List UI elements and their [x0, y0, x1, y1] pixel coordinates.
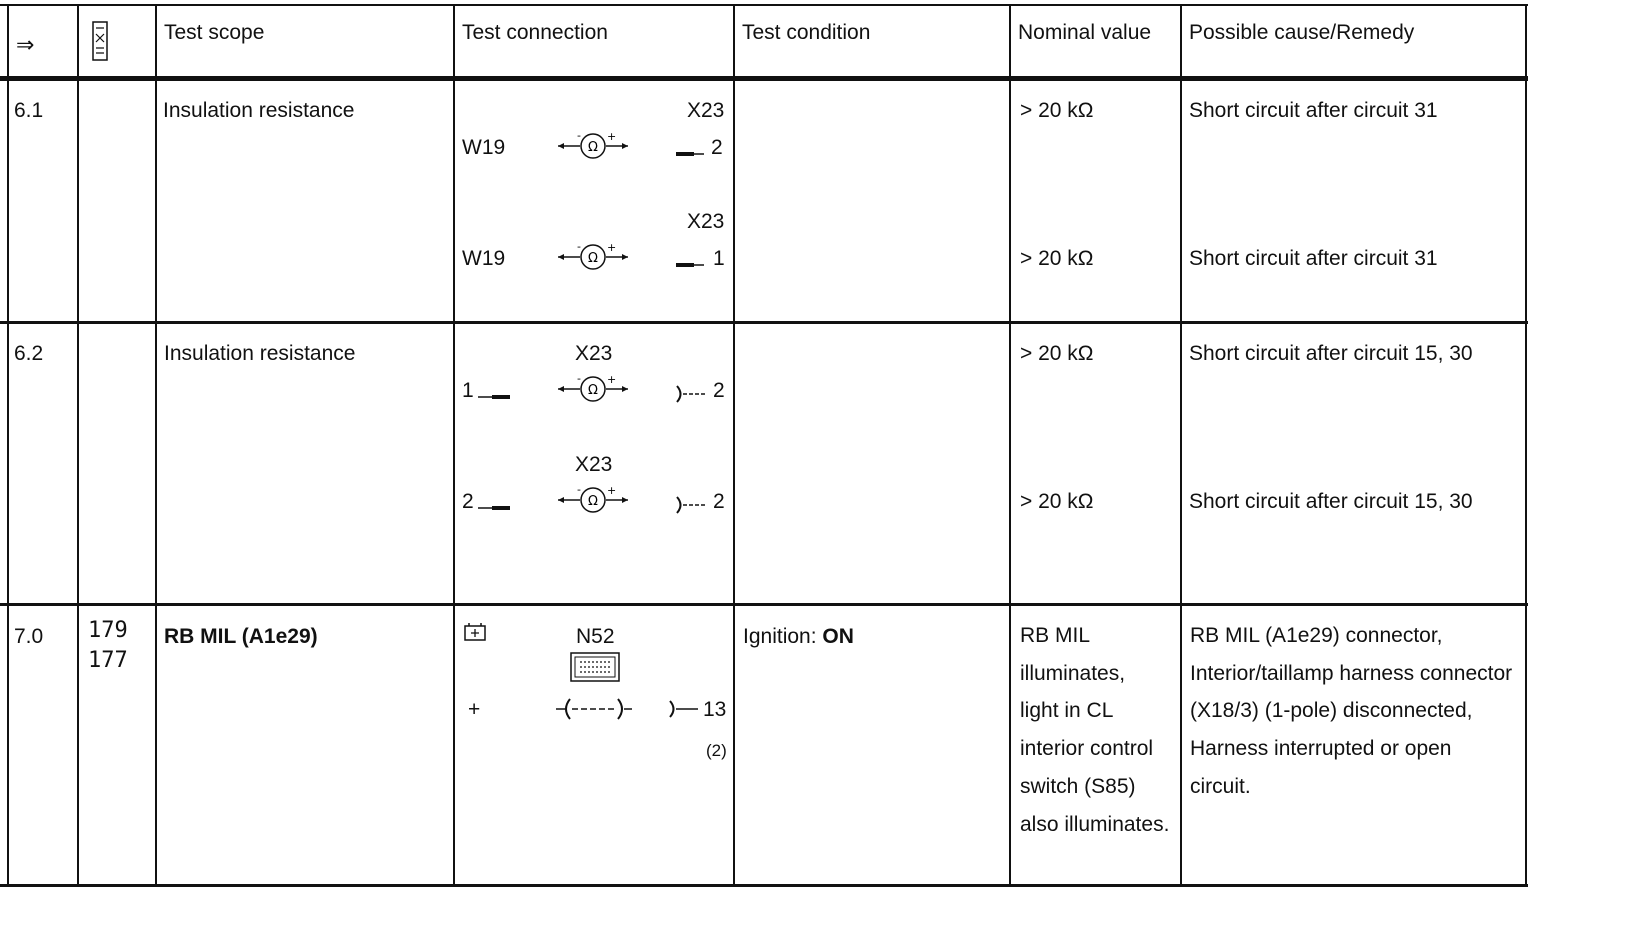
nominal-line: illuminates, [1020, 661, 1126, 685]
nominal-6-2-a: > 20 kΩ [1020, 342, 1094, 365]
header-possible-cause: Possible cause/Remedy [1189, 21, 1415, 44]
col-border-0 [7, 4, 9, 887]
cause-7-0 [1190, 617, 1512, 806]
svg-text:Ω: Ω [588, 140, 598, 155]
cause-line: RB MIL (A1e29) connector, [1190, 624, 1443, 647]
cause-line: circuit. [1190, 774, 1251, 798]
left-label: + [468, 698, 481, 721]
header-test-connection: Test connection [462, 21, 608, 44]
pin-bar-icon [478, 389, 512, 407]
tester-icon [90, 20, 110, 67]
connector-label: X23 [687, 99, 725, 122]
nominal-line: RB MIL [1020, 624, 1091, 647]
pin-bar-icon [676, 146, 706, 164]
connector-label: X23 [575, 453, 613, 476]
ohmmeter-icon [556, 374, 630, 409]
svg-text:Ω: Ω [588, 251, 598, 266]
pin-label: 2 [713, 379, 725, 402]
svg-text:Ω: Ω [588, 494, 598, 509]
svg-text:-: - [577, 374, 581, 385]
nominal-7-0 [1020, 617, 1169, 843]
cause-line: (X18/3) (1-pole) disconnected, [1190, 699, 1473, 723]
pin-bar-icon [478, 500, 512, 518]
nominal-line: switch (S85) [1020, 774, 1136, 798]
header-nominal-value: Nominal value [1018, 21, 1152, 44]
cause-line: Harness interrupted or open [1190, 737, 1452, 761]
pin-bar-icon [676, 257, 706, 275]
nominal-line: light in CL [1020, 699, 1114, 723]
left-label: W19 [462, 247, 506, 270]
socket-icon [675, 494, 709, 521]
module-label: N52 [576, 625, 615, 648]
left-label: 1 [462, 379, 474, 402]
pin-note: (2) [706, 741, 727, 760]
scope-6-1: Insulation resistance [163, 99, 355, 122]
svg-text:+: + [607, 485, 617, 497]
module-icon [570, 652, 620, 687]
connector-label: X23 [575, 342, 613, 365]
socket-icon [675, 383, 709, 410]
nominal-6-2-b: > 20 kΩ [1020, 490, 1094, 513]
cause-6-1-a: Short circuit after circuit 31 [1189, 99, 1438, 122]
cause-6-2-b: Short circuit after circuit 15, 30 [1189, 490, 1473, 513]
header-divider [0, 76, 1528, 81]
ref-number: 179 [88, 618, 128, 643]
col-border-4 [733, 4, 735, 887]
cause-line: Interior/taillamp harness connector [1190, 661, 1513, 685]
row-divider-6-1 [0, 321, 1528, 324]
left-label: W19 [462, 136, 506, 159]
condition-7-0 [743, 624, 854, 650]
col-border-1 [77, 4, 79, 887]
pin-label: 13 [703, 698, 727, 721]
nominal-6-1-a: > 20 kΩ [1020, 99, 1094, 122]
ohmmeter-icon [556, 242, 630, 277]
test-lead-icon [554, 696, 634, 727]
pin-label: 1 [713, 247, 725, 270]
col-border-2 [155, 4, 157, 887]
step-6-2: 6.2 [14, 342, 44, 365]
nominal-line: interior control [1020, 737, 1154, 761]
pin-label: 2 [711, 136, 723, 159]
connector-label: X23 [687, 210, 725, 233]
ohmmeter-icon [556, 131, 630, 166]
left-label: 2 [462, 490, 474, 513]
battery-icon [463, 622, 487, 647]
table-top-border [0, 4, 1528, 6]
table-bottom-border [0, 884, 1528, 887]
condition-value: ON [822, 625, 854, 648]
nominal-6-1-b: > 20 kΩ [1020, 247, 1094, 270]
col-border-6 [1180, 4, 1182, 887]
col-border-7 [1525, 4, 1527, 887]
cause-6-1-b: Short circuit after circuit 31 [1189, 247, 1438, 270]
scope-6-2: Insulation resistance [164, 342, 356, 365]
ohmmeter-icon [556, 485, 630, 520]
svg-text:-: - [577, 485, 581, 496]
col-border-5 [1009, 4, 1011, 887]
condition-label: Ignition: [743, 625, 823, 648]
row-divider-6-2 [0, 603, 1528, 606]
svg-text:+: + [607, 131, 617, 143]
header-test-scope: Test scope [164, 21, 265, 44]
socket-icon [668, 698, 702, 725]
svg-text:Ω: Ω [588, 383, 598, 398]
svg-text:+: + [607, 242, 617, 254]
svg-text:+: + [607, 374, 617, 386]
col-border-3 [453, 4, 455, 887]
pin-label: 2 [713, 490, 725, 513]
step-6-1: 6.1 [14, 99, 44, 122]
svg-text:-: - [577, 131, 581, 142]
scope-7-0: RB MIL (A1e29) [164, 625, 318, 648]
header-test-condition: Test condition [742, 21, 871, 44]
step-7-0: 7.0 [14, 625, 44, 648]
header-arrow: ⇒ [16, 32, 35, 57]
ref-number: 177 [88, 648, 128, 673]
svg-text:-: - [577, 242, 581, 253]
nominal-line: also illuminates. [1020, 812, 1170, 836]
cause-6-2-a: Short circuit after circuit 15, 30 [1189, 342, 1473, 365]
